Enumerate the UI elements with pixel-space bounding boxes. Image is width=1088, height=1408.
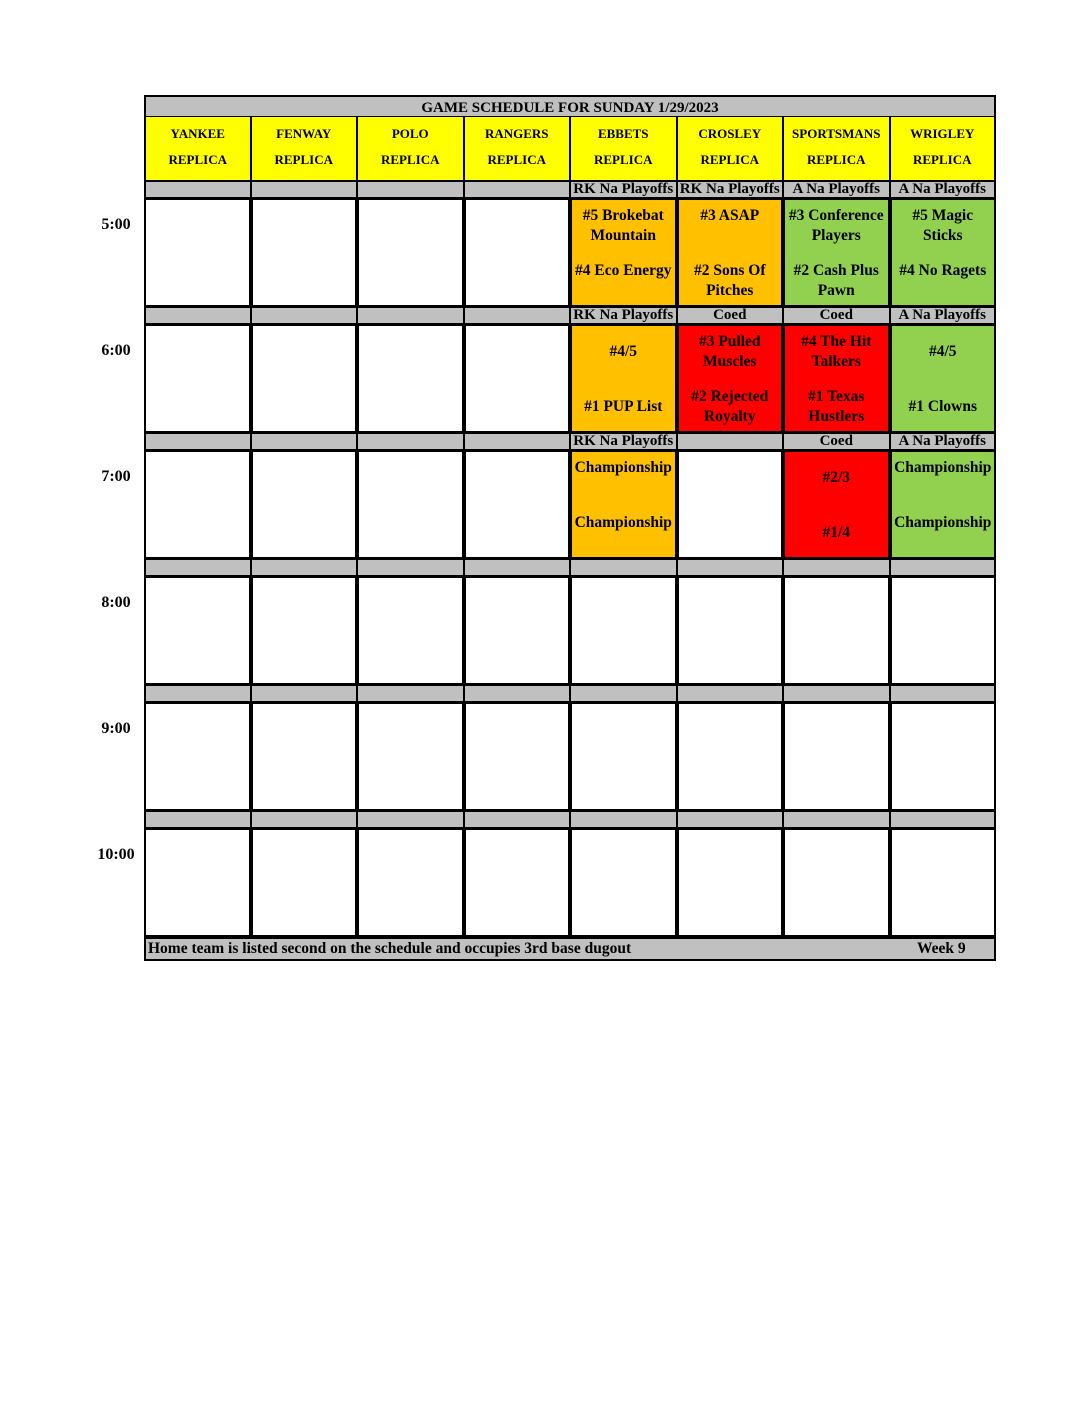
division-label: [890, 685, 997, 702]
field-subtitle: REPLICA: [806, 152, 866, 167]
home-team: #1 Clowns: [908, 398, 977, 415]
division-row: [144, 307, 996, 324]
division-label: [357, 685, 464, 702]
division-label: [144, 811, 251, 828]
division-label: RK Na Playoffs: [570, 181, 677, 198]
empty-cell: [464, 828, 571, 937]
game-cell: [570, 324, 677, 433]
field-header-fenway: [251, 117, 358, 181]
empty-cell: [677, 702, 784, 811]
field-name: EBBETS: [597, 126, 649, 141]
schedule-sheet: [97, 95, 996, 961]
game-cell: [783, 324, 890, 433]
time-slot-row: [97, 828, 996, 937]
game-cell: [677, 324, 784, 433]
empty-cell: [677, 576, 784, 685]
home-team: #2 Sons Of Pitches: [694, 262, 766, 299]
field-subtitle: REPLICA: [593, 152, 653, 167]
division-label: [570, 685, 677, 702]
field-subtitle: REPLICA: [380, 152, 440, 167]
empty-cell: [783, 702, 890, 811]
home-team: #4 No Ragets: [899, 262, 987, 279]
division-label: [144, 307, 251, 324]
division-label: [677, 559, 784, 576]
empty-cell: [570, 828, 677, 937]
home-team-note: Home team is listed second on the schedule and occupies 3rd base dugout: [148, 940, 632, 957]
away-team: Championship: [894, 459, 992, 476]
home-team: Championship: [894, 514, 992, 531]
game-cell: [570, 450, 677, 559]
division-label: [570, 559, 677, 576]
empty-cell: [464, 450, 571, 559]
away-team: #4/5: [928, 343, 957, 360]
division-label: [144, 559, 251, 576]
week-label: Week 9: [917, 940, 966, 957]
division-row: [144, 685, 996, 702]
division-label: [677, 811, 784, 828]
division-label: Coed: [783, 433, 890, 450]
division-label: [464, 811, 571, 828]
division-label: [464, 181, 571, 198]
away-team: Championship: [574, 459, 672, 476]
division-label: [357, 811, 464, 828]
empty-cell: [357, 828, 464, 937]
time-label: 6:00: [101, 342, 131, 359]
division-label: [464, 685, 571, 702]
field-header-polo: [357, 117, 464, 181]
home-team: #2 Cash Plus Pawn: [793, 262, 879, 299]
empty-cell: [890, 576, 997, 685]
empty-cell: [357, 324, 464, 433]
field-subtitle: REPLICA: [700, 152, 759, 167]
time-slot-row: [101, 450, 996, 559]
time-slots: [97, 181, 996, 937]
time-label: 9:00: [101, 720, 131, 737]
division-label: Coed: [783, 307, 890, 324]
game-cell: [677, 198, 784, 307]
field-header-row: [144, 117, 996, 181]
home-team: #1/4: [822, 524, 851, 541]
time-label: 7:00: [101, 468, 131, 485]
division-label: [251, 685, 358, 702]
field-name: SPORTSMANS: [792, 126, 881, 141]
field-header-ebbets: [570, 117, 677, 181]
division-label: [251, 559, 358, 576]
time-slot-row: [101, 324, 996, 433]
division-label: [144, 685, 251, 702]
division-row: [144, 559, 996, 576]
empty-cell: [464, 324, 571, 433]
division-label: [677, 433, 784, 450]
field-name: FENWAY: [276, 126, 332, 141]
empty-cell: [783, 576, 890, 685]
division-label: [251, 307, 358, 324]
division-label: [570, 811, 677, 828]
empty-cell: [251, 450, 358, 559]
division-label: [783, 559, 890, 576]
division-label: [357, 307, 464, 324]
empty-cell: [144, 828, 251, 937]
field-header-rangers: [464, 117, 571, 181]
division-label: A Na Playoffs: [783, 181, 890, 198]
empty-cell: [783, 828, 890, 937]
division-label: [464, 433, 571, 450]
empty-cell: [144, 450, 251, 559]
division-label: RK Na Playoffs: [677, 181, 784, 198]
empty-cell: [570, 576, 677, 685]
division-label: [251, 433, 358, 450]
home-team: #4 Eco Energy: [575, 262, 672, 279]
empty-cell: [251, 576, 358, 685]
home-team: #1 Texas Hustlers: [808, 388, 865, 425]
empty-cell: [251, 828, 358, 937]
home-team: Championship: [574, 514, 672, 531]
game-cell: [570, 198, 677, 307]
home-team: #2 Rejected Royalty: [691, 388, 769, 425]
away-team: #4 The Hit Talkers: [801, 333, 872, 370]
empty-cell: [357, 576, 464, 685]
away-team: #3 ASAP: [700, 207, 760, 224]
empty-cell: [144, 198, 251, 307]
time-slot-row: [101, 702, 996, 811]
field-header-sportsmans: [783, 117, 890, 181]
empty-cell: [890, 828, 997, 937]
division-label: Coed: [677, 307, 784, 324]
field-header-yankee: [144, 117, 251, 181]
division-row: [144, 811, 996, 828]
field-header-wrigley: [890, 117, 997, 181]
time-label: 5:00: [101, 216, 131, 233]
empty-cell: [357, 450, 464, 559]
schedule-footer: [144, 937, 996, 961]
division-label: [890, 559, 997, 576]
away-team: #2/3: [822, 469, 851, 486]
game-cell: [783, 450, 890, 559]
division-label: A Na Playoffs: [890, 433, 997, 450]
division-label: [251, 181, 358, 198]
field-name: CROSLEY: [698, 126, 762, 141]
division-label: A Na Playoffs: [890, 181, 997, 198]
empty-cell: [570, 702, 677, 811]
division-row: [144, 181, 996, 198]
empty-cell: [464, 576, 571, 685]
division-label: [251, 811, 358, 828]
time-slot-row: [101, 576, 996, 685]
division-label: [677, 685, 784, 702]
field-name: WRIGLEY: [910, 126, 975, 141]
away-team: #5 Magic Sticks: [912, 207, 974, 244]
field-subtitle: REPLICA: [168, 152, 227, 167]
field-subtitle: REPLICA: [274, 152, 333, 167]
division-label: [464, 307, 571, 324]
time-label: 10:00: [97, 846, 135, 863]
empty-cell: [144, 702, 251, 811]
game-cell: [890, 324, 997, 433]
division-label: [783, 685, 890, 702]
field-name: RANGERS: [484, 126, 549, 141]
division-label: A Na Playoffs: [890, 307, 997, 324]
empty-cell: [357, 702, 464, 811]
division-label: [144, 433, 251, 450]
field-name: POLO: [391, 126, 429, 141]
away-team: #3 Conference Players: [788, 207, 884, 244]
away-team: #4/5: [609, 343, 638, 360]
division-row: [144, 433, 996, 450]
empty-cell: [144, 576, 251, 685]
empty-cell: [144, 324, 251, 433]
field-subtitle: REPLICA: [487, 152, 546, 167]
field-subtitle: REPLICA: [912, 152, 972, 167]
away-team: #3 Pulled Muscles: [698, 333, 761, 370]
division-label: RK Na Playoffs: [570, 307, 677, 324]
empty-cell: [677, 828, 784, 937]
division-label: RK Na Playoffs: [570, 433, 677, 450]
division-label: [783, 811, 890, 828]
time-slot-row: [101, 198, 996, 307]
division-label: [357, 181, 464, 198]
game-cell: [890, 198, 997, 307]
division-label: [357, 559, 464, 576]
division-label: [464, 559, 571, 576]
division-label: [890, 811, 997, 828]
game-cell: [783, 198, 890, 307]
game-cell: [890, 450, 997, 559]
empty-cell: [251, 198, 358, 307]
time-label: 8:00: [101, 594, 131, 611]
empty-cell: [251, 324, 358, 433]
away-team: #5 Brokebat Mountain: [582, 207, 664, 244]
field-name: YANKEE: [170, 126, 225, 141]
home-team: #1 PUP List: [584, 398, 663, 415]
division-label: [357, 433, 464, 450]
empty-cell: [357, 198, 464, 307]
empty-cell: [464, 702, 571, 811]
empty-cell: [677, 450, 784, 559]
field-header-crosley: [677, 117, 784, 181]
empty-cell: [251, 702, 358, 811]
division-label: [144, 181, 251, 198]
empty-cell: [464, 198, 571, 307]
schedule-title: GAME SCHEDULE FOR SUNDAY 1/29/2023: [144, 95, 996, 117]
empty-cell: [890, 702, 997, 811]
